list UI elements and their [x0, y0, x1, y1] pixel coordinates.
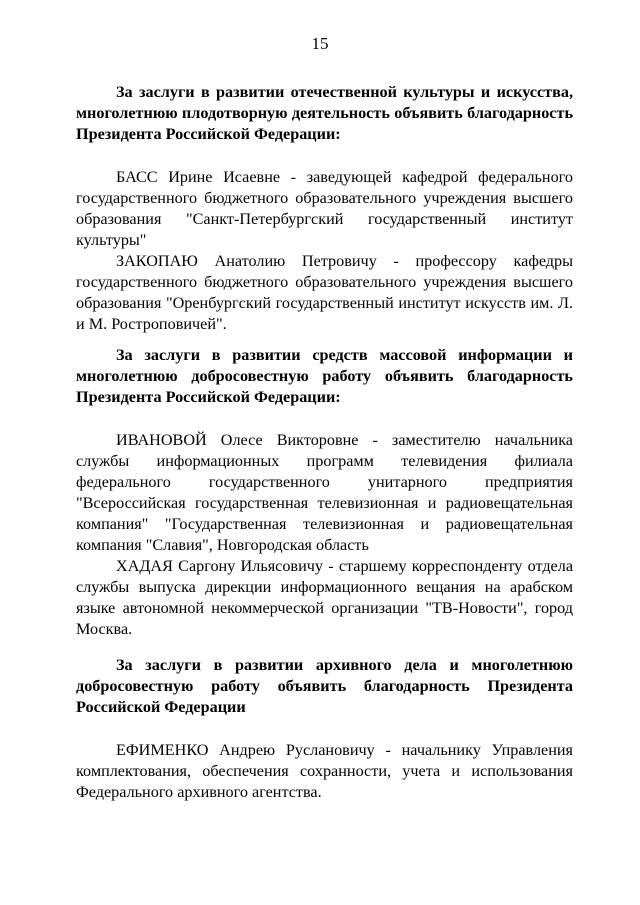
section-media: [76, 345, 573, 640]
section-culture: [76, 82, 573, 335]
award-entry: ЗАКОПАЮ Анатолию Петровичу - профессору кафедры государственного бюджетного образовательного учреждения высшего образования "Оренбургский государственный институт искусств им. Л. и М. Ростроповичей".: [76, 252, 573, 333]
page-number: 15: [311, 34, 329, 53]
section-archives: [76, 655, 573, 803]
award-entry: БАСС Ирине Исаевне - заведующей кафедрой федерального государственного бюджетного образовательного учреждения высшего образования "Санкт-Петербургский государственный институт культуры": [76, 168, 573, 249]
section-heading: За заслуги в развитии отечественной культуры и искусства, многолетнюю плодотворную деятельность объявить благодарность Президента Российской Федерации:: [76, 83, 573, 143]
section-heading: За заслуги в развитии архивного дела и многолетнюю добросовестную работу объявить благодарность Президента Российской Федерации: [76, 656, 573, 716]
section-heading: За заслуги в развитии средств массовой информации и многолетнюю добросовестную работу объявить благодарность Президента Российской Федерации:: [76, 346, 573, 406]
award-entry: ИВАНОВОЙ Олесе Викторовне - заместителю начальника службы информационных программ телевидения филиала федерального государственного унитарного предприятия "Всероссийская государственная телевизионная и радиовещательная компания" "Государственная телевизионная и радиовещательная компания "Славия", Новгородская область: [76, 431, 573, 554]
award-entry: ХАДАЯ Саргону Ильясовичу - старшему корреспонденту отдела службы выпуска дирекции информационного вещания на арабском языке автономной некоммерческой организации "ТВ-Новости", город Москва.: [76, 557, 573, 638]
award-entry: ЕФИМЕНКО Андрею Руслановичу - начальнику Управления комплектования, обеспечения сохранности, учета и использования Федерального архивного агентства.: [76, 741, 573, 801]
